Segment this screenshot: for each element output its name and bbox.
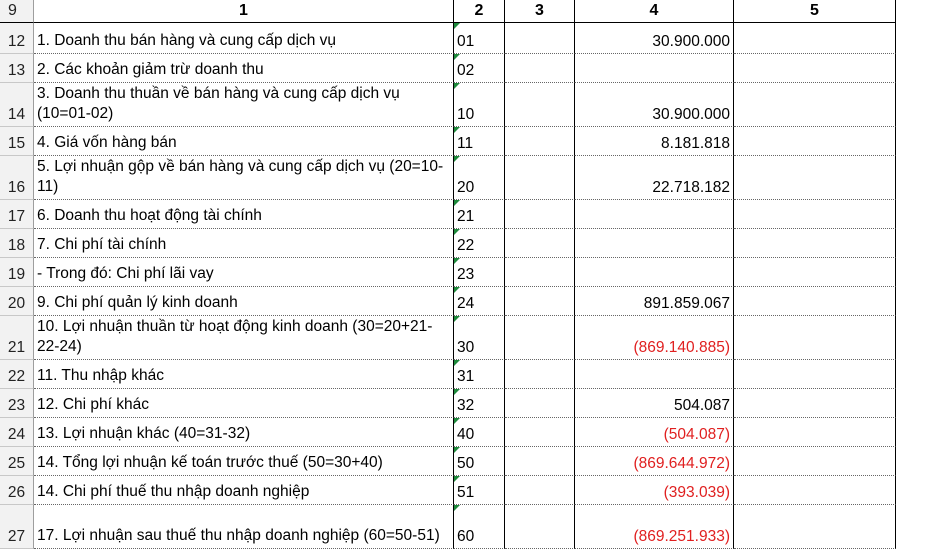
cell-col3[interactable] [505,127,575,156]
table-row [0,418,938,447]
value-cell[interactable] [575,127,734,156]
value-cell[interactable] [575,389,734,418]
cell-col5[interactable] [734,476,896,505]
cell-col5[interactable] [734,127,896,156]
code-text: 11 [457,135,474,152]
label-cell[interactable] [34,258,454,287]
value-cell[interactable] [575,360,734,389]
table-row [0,476,938,505]
header-cell-1[interactable]: 1 [34,0,454,23]
value-cell[interactable] [575,200,734,229]
row-header[interactable]: 13 [0,54,34,83]
cell-col3[interactable] [505,83,575,127]
code-text: 23 [457,266,475,283]
cell-col5[interactable] [734,505,896,549]
value-cell[interactable] [575,316,734,360]
code-cell[interactable] [454,229,505,258]
label-text: 6. Doanh thu hoạt động tài chính [37,207,262,224]
value-text: (869.140.885) [633,339,730,356]
code-text: 24 [457,295,475,312]
cell-col5[interactable] [734,389,896,418]
row-header[interactable]: 16 [0,156,34,200]
cell-col3[interactable] [505,23,575,54]
cell-col5[interactable] [734,156,896,200]
value-cell[interactable] [575,229,734,258]
label-text: 2. Các khoản giảm trừ doanh thu [37,61,264,78]
row-header[interactable]: 17 [0,200,34,229]
cell-col5[interactable] [734,316,896,360]
value-text: (504.087) [663,426,730,443]
cell-col3[interactable] [505,389,575,418]
code-cell[interactable] [454,287,505,316]
code-cell[interactable] [454,360,505,389]
code-cell[interactable] [454,389,505,418]
code-cell[interactable] [454,258,505,287]
cell-col3[interactable] [505,200,575,229]
header-cell-4[interactable]: 4 [575,0,734,23]
label-cell[interactable] [34,447,454,476]
cell-col5[interactable] [734,229,896,258]
label-cell[interactable] [34,200,454,229]
code-cell[interactable] [454,447,505,476]
cell-col5[interactable] [734,287,896,316]
table-row [0,287,938,316]
code-text: 30 [457,339,475,356]
cell-col3[interactable] [505,258,575,287]
value-text: (393.039) [663,484,730,501]
table-row [0,127,938,156]
cell-col5[interactable] [734,23,896,54]
label-cell[interactable] [34,23,454,54]
cell-col5[interactable] [734,54,896,83]
label-text: 14. Chi phí thuế thu nhập doanh nghiệp [37,483,310,500]
label-cell[interactable] [34,54,454,83]
table-row [0,229,938,258]
label-cell[interactable] [34,476,454,505]
table-row [0,505,938,549]
code-text: 22 [457,237,475,254]
cell-col5[interactable] [734,200,896,229]
label-text: 7. Chi phí tài chính [37,236,167,253]
table-row [0,54,938,83]
code-text: 31 [457,368,475,385]
value-cell[interactable] [575,23,734,54]
cell-col3[interactable] [505,476,575,505]
cell-col3[interactable] [505,229,575,258]
comment-marker-icon [454,389,460,395]
row-header[interactable]: 22 [0,360,34,389]
comment-marker-icon [454,418,460,424]
value-text: 30.900.000 [652,106,730,123]
comment-marker-icon [454,83,460,89]
value-cell[interactable] [575,505,734,549]
label-cell[interactable] [34,389,454,418]
code-cell[interactable] [454,54,505,83]
header-row [0,0,938,23]
label-cell[interactable] [34,83,454,127]
cell-col3[interactable] [505,360,575,389]
label-cell[interactable] [34,156,454,200]
value-text: 22.718.182 [652,179,730,196]
comment-marker-icon [454,505,460,511]
label-cell[interactable] [34,127,454,156]
cell-col5[interactable] [734,258,896,287]
comment-marker-icon [454,287,460,293]
comment-marker-icon [454,54,460,60]
label-text: 12. Chi phí khác [37,396,150,413]
table-row [0,83,938,127]
label-cell[interactable] [34,229,454,258]
value-cell[interactable] [575,54,734,83]
label-text: 14. Tổng lợi nhuận kế toán trước thuế (50=30+40) [37,454,383,471]
label-cell[interactable] [34,316,454,360]
cell-col3[interactable] [505,287,575,316]
label-cell[interactable] [34,418,454,447]
code-cell[interactable] [454,505,505,549]
comment-marker-icon [454,447,460,453]
value-cell[interactable] [575,287,734,316]
label-text: 17. Lợi nhuận sau thuế thu nhập doanh nghiệp (60=50-51) [37,527,440,544]
value-text: 504.087 [673,397,730,414]
value-text: (869.644.972) [633,455,730,472]
label-text: 3. Doanh thu thuần về bán hàng và cung cấp dịch vụ (10=01-02) [37,85,400,122]
row-header[interactable]: 9 [0,0,34,23]
value-text: 30.900.000 [652,33,730,50]
comment-marker-icon [454,476,460,482]
row-header[interactable]: 20 [0,287,34,316]
header-cell-2[interactable]: 2 [454,0,505,23]
code-cell[interactable] [454,200,505,229]
comment-marker-icon [454,316,460,322]
table-row [0,389,938,418]
label-text: 13. Lợi nhuận khác (40=31-32) [37,425,251,442]
header-cell-3[interactable]: 3 [505,0,575,23]
label-text: 10. Lợi nhuận thuần từ hoạt động kinh doanh (30=20+21-22-24) [37,318,433,355]
code-text: 32 [457,397,475,414]
code-text: 20 [457,179,475,196]
row-header[interactable]: 19 [0,258,34,287]
code-text: 10 [457,106,475,123]
code-cell[interactable] [454,83,505,127]
value-cell[interactable] [575,418,734,447]
value-text: (869.251.933) [633,528,730,545]
label-text: 11. Thu nhập khác [37,367,164,384]
code-cell[interactable] [454,476,505,505]
code-cell[interactable] [454,418,505,447]
code-cell[interactable] [454,156,505,200]
cell-col5[interactable] [734,83,896,127]
row-header[interactable]: 27 [0,505,34,549]
comment-marker-icon [454,360,460,366]
comment-marker-icon [454,229,460,235]
code-text: 51 [457,484,475,501]
cell-col3[interactable] [505,156,575,200]
comment-marker-icon [454,127,460,133]
code-text: 60 [457,528,475,545]
cell-col3[interactable] [505,418,575,447]
code-cell[interactable] [454,316,505,360]
code-text: 21 [457,208,475,225]
cell-col3[interactable] [505,505,575,549]
cell-col5[interactable] [734,360,896,389]
table-row [0,156,938,200]
cell-col5[interactable] [734,418,896,447]
code-text: 01 [457,33,475,50]
label-text: 5. Lợi nhuận gộp về bán hàng và cung cấp dịch vụ (20=10-11) [37,158,444,195]
cell-col3[interactable] [505,447,575,476]
cell-col3[interactable] [505,54,575,83]
table-row [0,360,938,389]
row-header[interactable]: 12 [0,23,34,54]
comment-marker-icon [454,23,460,29]
code-text: 40 [457,426,475,443]
row-header[interactable]: 15 [0,127,34,156]
label-cell[interactable] [34,287,454,316]
cell-col5[interactable] [734,447,896,476]
code-cell[interactable] [454,23,505,54]
label-text: 4. Giá vốn hàng bán [37,134,177,151]
comment-marker-icon [454,156,460,162]
row-header[interactable]: 24 [0,418,34,447]
label-text: 1. Doanh thu bán hàng và cung cấp dịch vụ [37,32,337,49]
value-cell[interactable] [575,447,734,476]
label-cell[interactable] [34,505,454,549]
table-row [0,23,938,54]
row-header[interactable]: 21 [0,316,34,360]
label-text: - Trong đó: Chi phí lãi vay [37,265,214,282]
cell-col3[interactable] [505,316,575,360]
value-text: 8.181.818 [661,135,730,152]
code-text: 02 [457,62,475,79]
code-text: 50 [457,455,475,472]
value-cell[interactable] [575,83,734,127]
table-row [0,258,938,287]
comment-marker-icon [454,258,460,264]
value-text: 891.859.067 [643,295,730,312]
value-cell[interactable] [575,476,734,505]
row-header[interactable]: 26 [0,476,34,505]
header-cell-5[interactable]: 5 [734,0,896,23]
table-row [0,200,938,229]
row-header[interactable]: 14 [0,83,34,127]
comment-marker-icon [454,200,460,206]
label-text: 9. Chi phí quản lý kinh doanh [37,294,238,311]
code-cell[interactable] [454,127,505,156]
row-header[interactable]: 25 [0,447,34,476]
value-cell[interactable] [575,258,734,287]
row-header[interactable]: 23 [0,389,34,418]
value-cell[interactable] [575,156,734,200]
table-row [0,447,938,476]
row-header[interactable]: 18 [0,229,34,258]
table-row [0,316,938,360]
label-cell[interactable] [34,360,454,389]
